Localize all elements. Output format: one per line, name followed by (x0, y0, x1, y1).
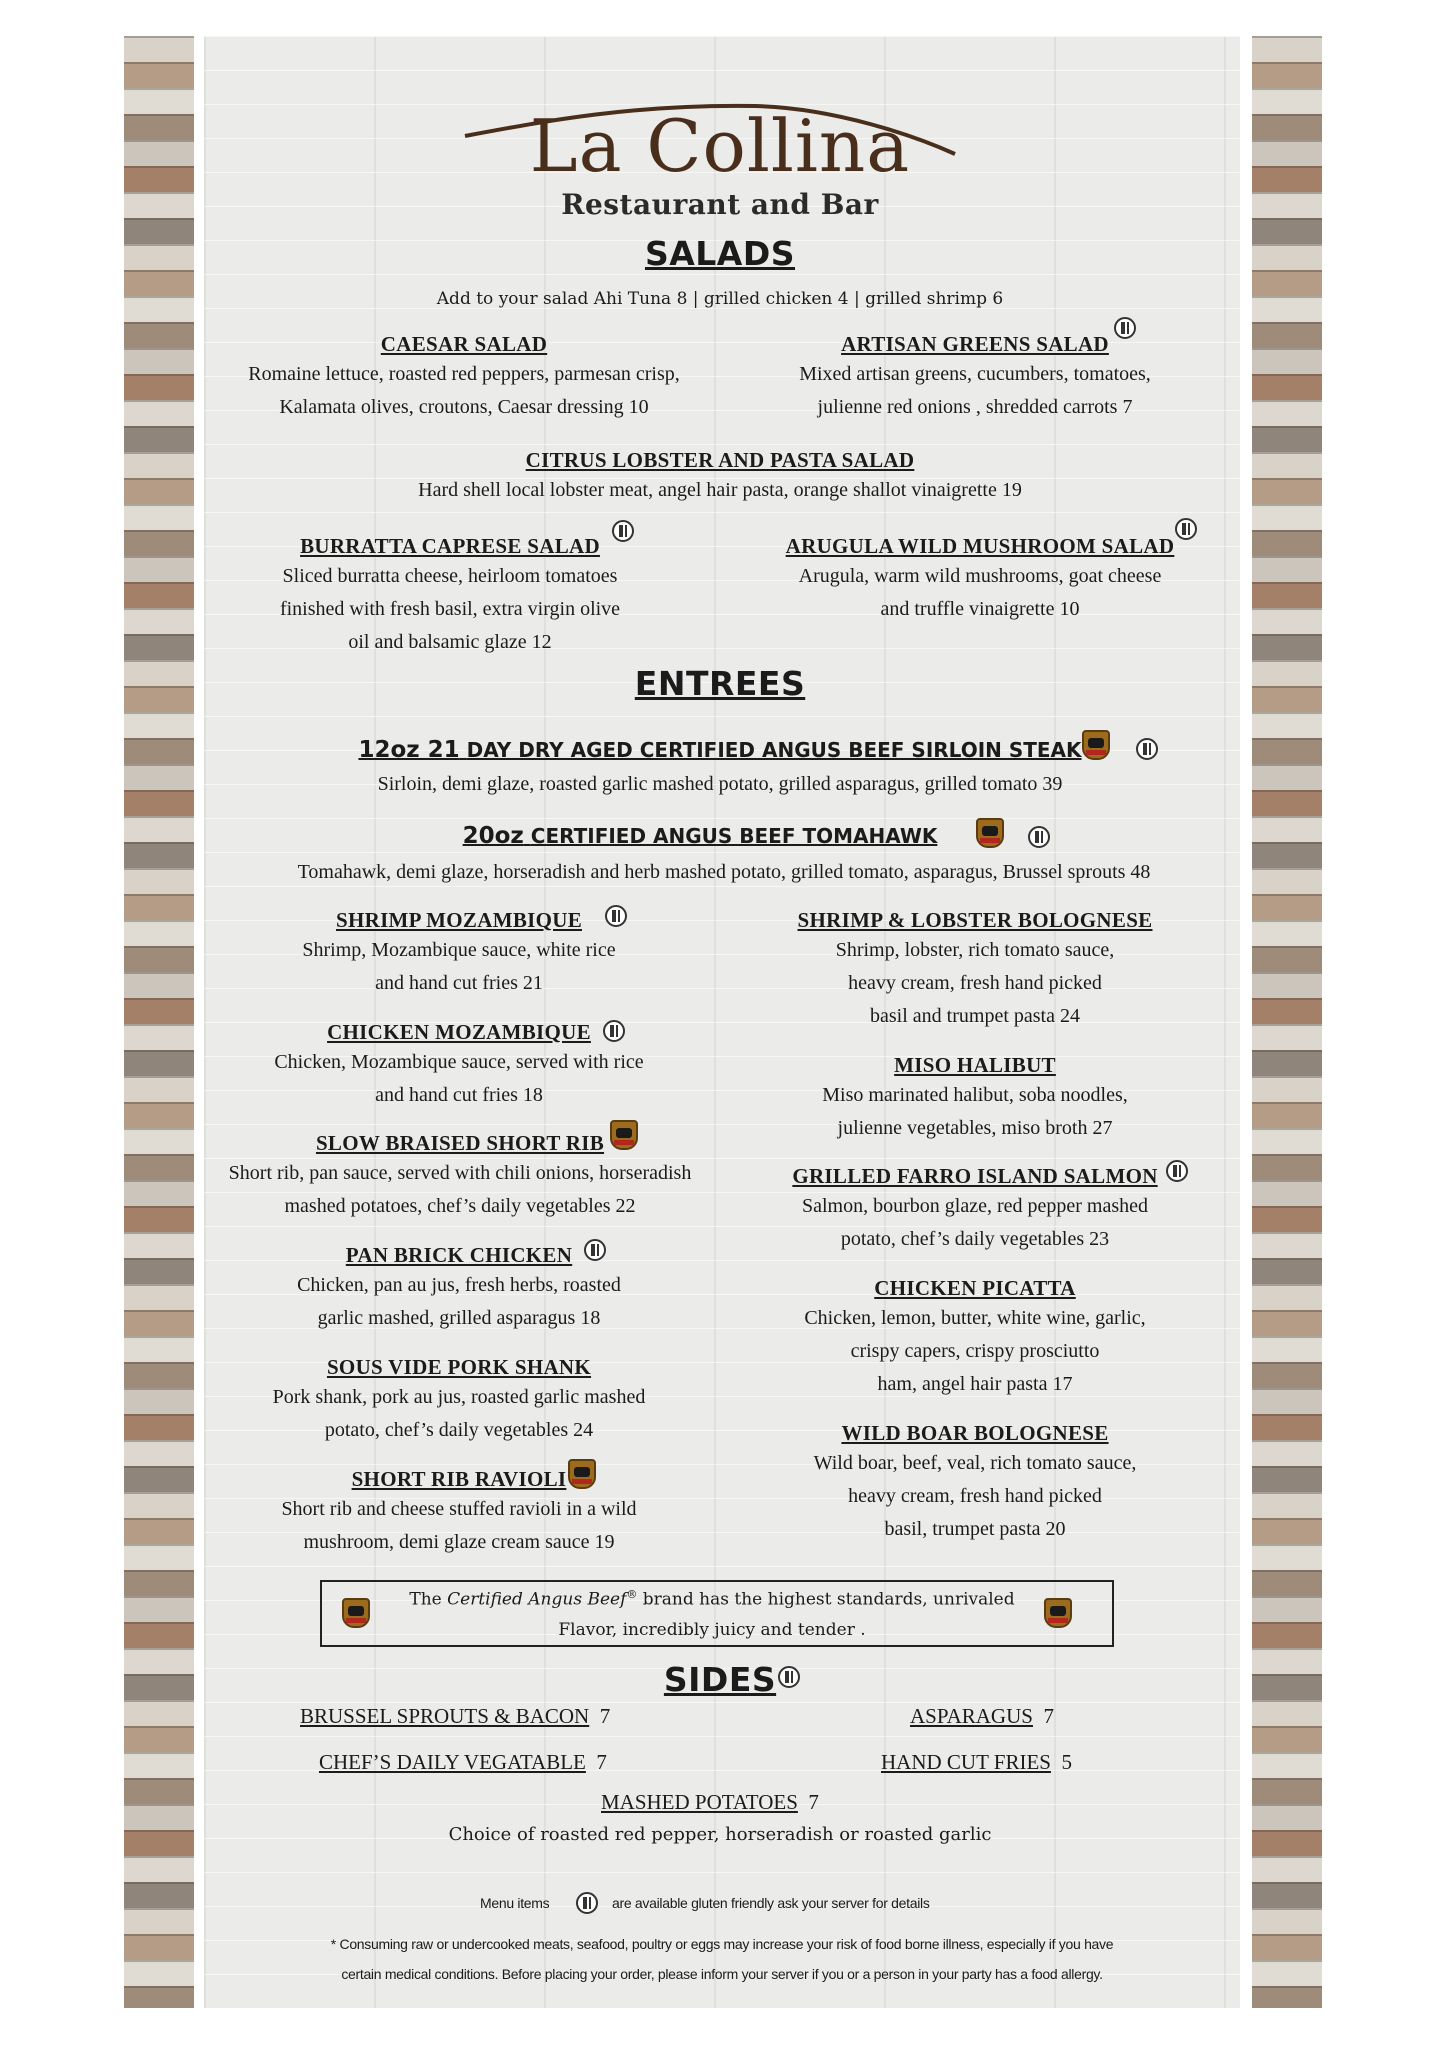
menu-item-caesar-salad (214, 332, 714, 424)
dish-desc: Sliced burratta cheese, heirloom tomatoes finished with fresh basil, extra virgin olive oil and balsamic glaze 12 (279, 565, 621, 653)
dish-name: CHICKEN MOZAMBIQUE (327, 1020, 591, 1044)
dish-name: SHRIMP MOZAMBIQUE (335, 908, 583, 932)
stone-border-right (1252, 36, 1322, 2008)
menu-item-arugula-wild-mushroom-salad (760, 534, 1200, 626)
dish-desc: Hard shell local lobster meat, angel hair pasta, orange shallot vinaigrette 19 (418, 479, 1022, 501)
menu-item-miso-halibut (740, 1053, 1210, 1145)
dish-name: ARUGULA WILD MUSHROOM SALAD (785, 534, 1175, 558)
dish-desc: Short rib and cheese stuffed ravioli in a wild mushroom, demi glaze cream sauce 19 (281, 1498, 637, 1553)
mashed-potato-options: Choice of roasted red pepper, horseradish or roasted garlic (448, 1824, 992, 1845)
menu-item-wild-boar-bolognese (740, 1421, 1210, 1546)
gluten-friendly-icon (603, 1020, 625, 1042)
side-name: MASHED POTATOES (601, 1790, 798, 1814)
dish-name: SHORT RIB RAVIOLI (351, 1467, 567, 1491)
gluten-friendly-icon (605, 905, 627, 927)
certified-angus-beef-logo (610, 1120, 638, 1150)
menu-item-pan-brick-chicken (214, 1243, 704, 1335)
side-mashed-potatoes (601, 1790, 819, 1815)
cab-note-line2: Flavor, incredibly juicy and tender . (558, 1620, 866, 1640)
certified-angus-beef-logo (976, 818, 1004, 848)
dish-name: GRILLED FARRO ISLAND SALMON (792, 1164, 1158, 1188)
dish-desc: Chicken, lemon, butter, white wine, garlic, crispy capers, crispy prosciutto ham, angel hair pasta 17 (804, 1307, 1146, 1395)
gluten-friendly-icon (1028, 826, 1050, 848)
menu-item-tomahawk (420, 823, 980, 849)
dish-name: CITRUS LOBSTER AND PASTA SALAD (525, 448, 915, 472)
gluten-friendly-icon (1114, 317, 1136, 339)
gluten-friendly-legend-text: are available gluten friendly ask your server for details (612, 1895, 930, 1911)
side-hand-cut-fries (881, 1750, 1072, 1775)
cab-note-line1: The Certified Angus Beef® brand has the highest standards, unrivaled (409, 1588, 1015, 1610)
dish-desc: Romaine lettuce, roasted red peppers, parmesan crisp, Kalamata olives, croutons, Caesar dressing 10 (248, 363, 680, 418)
dish-name: PAN BRICK CHICKEN (345, 1243, 573, 1267)
side-brussel-sprouts-bacon (300, 1704, 610, 1729)
side-price: 7 (596, 1750, 607, 1774)
dish-name: MISO HALIBUT (894, 1053, 1056, 1077)
dish-name: SLOW BRAISED SHORT RIB (315, 1131, 605, 1155)
dish-desc: Salmon, bourbon glaze, red pepper mashed potato, chef’s daily vegetables 23 (801, 1195, 1148, 1250)
dish-desc: Shrimp, lobster, rich tomato sauce, heavy cream, fresh hand picked basil and trumpet pasta 24 (835, 939, 1115, 1027)
menu-item-shrimp-mozambique (214, 908, 704, 1000)
gluten-friendly-icon (1175, 518, 1197, 540)
dish-name: ARTISAN GREENS SALAD (841, 332, 1109, 356)
menu-item-grilled-farro-island-salmon (740, 1164, 1210, 1256)
side-chefs-daily-vegatable (319, 1750, 607, 1775)
menu-item-slow-braised-short-rib (200, 1131, 720, 1223)
dish-name: 12oz 21 DAY DRY AGED CERTIFIED ANGUS BEEF SIRLOIN STEAK (358, 737, 1082, 763)
dish-desc: Pork shank, pork au jus, roasted garlic mashed potato, chef’s daily vegetables 24 (272, 1386, 646, 1441)
entrees-heading: ENTREES (634, 664, 806, 703)
certified-angus-beef-logo (1082, 730, 1110, 760)
certified-angus-beef-logo (568, 1459, 596, 1489)
side-price: 7 (599, 1704, 611, 1728)
gluten-friendly-legend: Menu items (480, 1895, 550, 1911)
gluten-friendly-icon (778, 1666, 800, 1688)
logo-subtitle: Restaurant and Bar (561, 188, 879, 221)
dish-name: WILD BOAR BOLOGNESE (841, 1421, 1109, 1445)
side-price: 5 (1061, 1750, 1072, 1774)
dish-desc: Chicken, pan au jus, fresh herbs, roasted garlic mashed, grilled asparagus 18 (297, 1274, 621, 1329)
dish-desc: Miso marinated halibut, soba noodles, julienne vegetables, miso broth 27 (822, 1084, 1128, 1139)
dish-desc: Mixed artisan greens, cucumbers, tomatoes, julienne red onions , shredded carrots 7 (799, 363, 1151, 418)
dish-name: 20oz CERTIFIED ANGUS BEEF TOMAHAWK (462, 823, 938, 849)
menu-item-chicken-mozambique (214, 1020, 704, 1112)
certified-angus-beef-note (320, 1580, 1114, 1647)
dish-name: SOUS VIDE PORK SHANK (326, 1355, 592, 1379)
stone-border-left (124, 36, 194, 2008)
gluten-friendly-icon (576, 1892, 598, 1914)
side-name: BRUSSEL SPROUTS & BACON (300, 1704, 590, 1728)
side-price: 7 (808, 1790, 819, 1814)
menu-item-sirloin-steak (300, 737, 1140, 763)
menu-item-burratta-caprese-salad (250, 534, 650, 659)
dish-name: CAESAR SALAD (380, 332, 548, 356)
menu-item-artisan-greens-salad (735, 332, 1215, 424)
dish-name: CHICKEN PICATTA (874, 1276, 1076, 1300)
dish-desc: Short rib, pan sauce, served with chili onions, horseradish mashed potatoes, chef’s daily vegetables 22 (228, 1162, 692, 1217)
side-name: CHEF’S DAILY VEGATABLE (319, 1750, 586, 1774)
menu-item-chicken-picatta (740, 1276, 1210, 1401)
gluten-friendly-icon (612, 520, 634, 542)
dish-desc: Wild boar, beef, veal, rich tomato sauce, heavy cream, fresh hand picked basil, trumpet pasta 20 (813, 1452, 1137, 1540)
side-name: ASPARAGUS (910, 1704, 1033, 1728)
dish-desc: Chicken, Mozambique sauce, served with rice and hand cut fries 18 (274, 1051, 644, 1106)
sides-heading: SIDES (663, 1660, 777, 1699)
menu-item-shrimp-lobster-bolognese (740, 908, 1210, 1033)
dish-desc: Shrimp, Mozambique sauce, white rice and hand cut fries 21 (302, 939, 616, 994)
menu-item-short-rib-ravioli (214, 1467, 704, 1559)
certified-angus-beef-logo (342, 1598, 370, 1628)
side-name: HAND CUT FRIES (881, 1750, 1051, 1774)
side-asparagus (910, 1704, 1054, 1729)
gluten-friendly-icon (1166, 1160, 1188, 1182)
menu-item-sous-vide-pork-shank (214, 1355, 704, 1447)
salad-addons: Add to your salad Ahi Tuna 8 | grilled chicken 4 | grilled shrimp 6 (436, 289, 1004, 309)
dish-name: BURRATTA CAPRESE SALAD (300, 534, 600, 558)
dish-name: SHRIMP & LOBSTER BOLOGNESE (797, 908, 1153, 932)
food-safety-warning-line2: certain medical conditions. Before placing your order, please inform your server if you or a person in your party has a food allergy. (341, 1966, 1103, 1982)
dish-desc: Tomahawk, demi glaze, horseradish and herb mashed potato, grilled tomato, asparagus, Brussel sprouts 48 (297, 861, 1151, 883)
logo-name: La Collina (529, 104, 911, 188)
salads-heading: SALADS (644, 234, 796, 273)
gluten-friendly-icon (1136, 738, 1158, 760)
certified-angus-beef-logo (1044, 1598, 1072, 1628)
food-safety-warning-line1: * Consuming raw or undercooked meats, seafood, poultry or eggs may increase your risk of food borne illness, especially if you have (330, 1936, 1114, 1952)
menu-item-citrus-lobster-salad (300, 448, 1140, 507)
dish-desc: Arugula, warm wild mushrooms, goat cheese and truffle vinaigrette 10 (798, 565, 1162, 620)
side-price: 7 (1043, 1704, 1054, 1728)
gluten-friendly-icon (584, 1239, 606, 1261)
dish-desc: Sirloin, demi glaze, roasted garlic mashed potato, grilled asparagus, grilled tomato 39 (377, 773, 1063, 795)
